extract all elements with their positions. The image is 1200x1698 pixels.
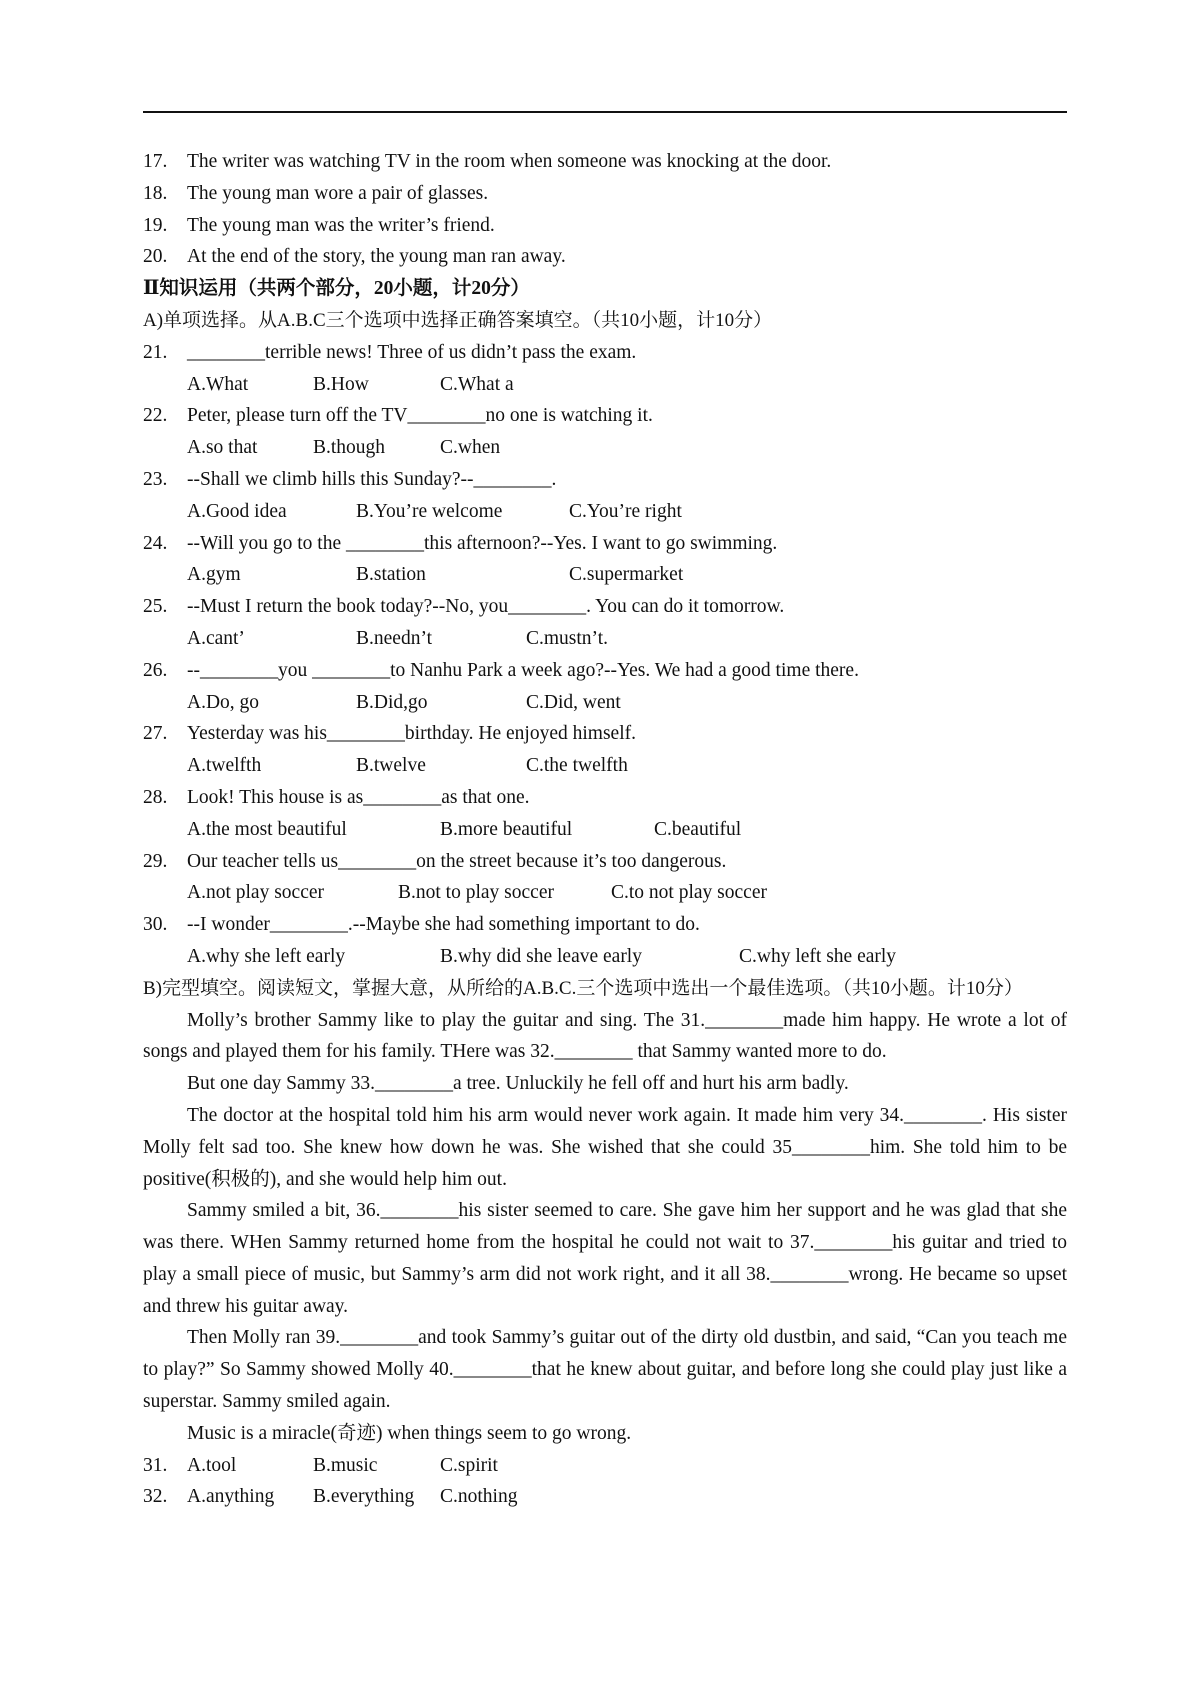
question-number: 25. [143, 596, 168, 618]
statement-list [143, 146, 1067, 273]
option-b: B.twelve [356, 755, 426, 777]
statement-item [143, 178, 1067, 210]
item-number: 17. [143, 151, 168, 172]
question-text: --Must I return the book today?--No, you________. You can do it tomorrow. [187, 596, 785, 618]
option-b: B.though [313, 437, 386, 459]
mcq-item [143, 337, 1067, 401]
question-text: Our teacher tells us________on the street because it’s too dangerous. [187, 850, 727, 872]
mcq-item [143, 909, 1067, 973]
question-number: 31. [143, 1454, 168, 1476]
question-text: --________you ________to Nanhu Park a week ago?--Yes. We had a good time there. [187, 659, 859, 681]
option-b: B.everything [313, 1486, 415, 1508]
option-b: B.not to play soccer [398, 882, 554, 904]
option-c: C.supermarket [569, 564, 684, 586]
option-c: C.nothing [440, 1486, 518, 1508]
question-number: 27. [143, 723, 168, 745]
question-text: Yesterday was his________birthday. He enjoyed himself. [187, 723, 636, 745]
question-text: Peter, please turn off the TV________no one is watching it. [187, 405, 653, 427]
question-number: 21. [143, 341, 168, 363]
option-b: B.station [356, 564, 426, 586]
mcq-item [143, 400, 1067, 464]
option-a: A.Do, go [187, 691, 260, 713]
cloze-option-list [143, 1450, 1067, 1514]
passage-paragraph: Music is a miracle(奇迹) when things seem to go wrong. [187, 1422, 632, 1444]
cloze-passage [143, 1005, 1067, 1450]
question-text: --Shall we climb hills this Sunday?--________. [187, 468, 557, 490]
mcq-list [143, 337, 1067, 973]
option-b: B.why did she leave early [440, 945, 642, 967]
item-number: 20. [143, 246, 168, 268]
mcq-item [143, 655, 1067, 719]
passage-paragraph: The doctor at the hospital told him his arm would never work again. It made him very 34.________. His sister Molly felt sad too. She knew how down he was. She wished that she could 35________him. She told him to be positive(积极的), and she would help him out. [143, 1104, 1067, 1190]
question-text: ________terrible news! Three of us didn’t pass the exam. [187, 341, 637, 363]
option-a: A.not play soccer [187, 882, 324, 904]
mcq-item [143, 782, 1067, 846]
passage-paragraph: Molly’s brother Sammy like to play the guitar and sing. The 31.________made him happy. He wrote a lot of songs and played them for his family. THere was 32.________ that Sammy wanted more to do. [143, 1009, 1067, 1063]
option-c: C.What a [440, 373, 514, 395]
option-c: C.why left she early [739, 945, 897, 967]
option-b: B.more beautiful [440, 818, 573, 840]
option-a: A.the most beautiful [187, 818, 347, 840]
passage-paragraph: But one day Sammy 33.________a tree. Unluckily he fell off and hurt his arm badly. [187, 1073, 849, 1095]
option-b: B.You’re welcome [356, 500, 503, 522]
option-c: C.beautiful [654, 818, 742, 840]
item-text: The writer was watching TV in the room when someone was knocking at the door. [187, 151, 832, 172]
option-b: B.needn’t [356, 627, 433, 649]
mcq-item [143, 528, 1067, 592]
option-c: C.when [440, 437, 501, 459]
question-number: 28. [143, 786, 168, 808]
option-a: A.so that [187, 437, 258, 459]
question-number: 26. [143, 659, 168, 681]
statement-item [143, 146, 1067, 178]
option-b: B.How [313, 373, 369, 395]
option-a: A.cant’ [187, 627, 245, 649]
question-text: --I wonder________.--Maybe she had something important to do. [187, 914, 700, 936]
question-number: 23. [143, 468, 168, 490]
option-c: C.You’re right [569, 500, 682, 522]
question-number: 24. [143, 532, 168, 554]
section-heading: Ⅱ知识运用（共两个部分，20小题，计20分） [143, 278, 530, 300]
option-a: A.Good idea [187, 500, 287, 522]
option-a: A.tool [187, 1454, 237, 1476]
statement-item [143, 210, 1067, 242]
option-a: A.why she left early [187, 945, 346, 967]
option-b: B.Did,go [356, 691, 428, 713]
question-text: Look! This house is as________as that one. [187, 786, 530, 808]
option-c: C.spirit [440, 1454, 498, 1476]
cloze-option-row [143, 1450, 1067, 1482]
item-number: 18. [143, 182, 168, 204]
mcq-item [143, 718, 1067, 782]
document-body [143, 146, 1067, 1513]
option-c: C.Did, went [526, 691, 621, 713]
question-number: 29. [143, 850, 168, 872]
question-number: 30. [143, 914, 168, 936]
mcq-item [143, 464, 1067, 528]
question-number: 22. [143, 405, 168, 427]
item-text: The young man was the writer’s friend. [187, 214, 495, 236]
part-b-instructions: B)完型填空。阅读短文，掌握大意，从所给的A.B.C.三个选项中选出一个最佳选项。（共10小题。计10分） [143, 977, 1023, 999]
item-text: The young man wore a pair of glasses. [187, 182, 489, 204]
option-a: A.gym [187, 564, 241, 586]
header-rule [143, 111, 1067, 113]
option-c: C.the twelfth [526, 755, 628, 777]
passage-paragraph: Then Molly ran 39.________and took Sammy’s guitar out of the dirty old dustbin, and said, “Can you teach me to play?” So Sammy showed Molly 40.________that he knew about guitar, and before long she could play just like a superstar. Sammy smiled again. [143, 1327, 1067, 1413]
part-a-instructions: A)单项选择。从A.B.C三个选项中选择正确答案填空。（共10小题，计10分） [143, 309, 773, 331]
question-number: 32. [143, 1486, 168, 1508]
cloze-option-row [143, 1481, 1067, 1513]
option-a: A.twelfth [187, 755, 262, 777]
passage-paragraph: Sammy smiled a bit, 36.________his sister seemed to care. She gave him her support and he was glad that she was there. WHen Sammy returned home from the hospital he could not wait to 37.________his guitar and tried to play a small piece of music, but Sammy’s arm did not work right, and it all 38.________wrong. He became so upset and threw his guitar away. [143, 1200, 1067, 1317]
item-text: At the end of the story, the young man ran away. [187, 246, 566, 268]
option-c: C.to not play soccer [611, 882, 767, 904]
statement-item [143, 241, 1067, 273]
question-text: --Will you go to the ________this afternoon?--Yes. I want to go swimming. [187, 532, 778, 554]
option-c: C.mustn’t. [526, 627, 608, 649]
option-b: B.music [313, 1454, 378, 1476]
mcq-item [143, 591, 1067, 655]
option-a: A.What [187, 373, 249, 395]
mcq-item [143, 846, 1067, 910]
item-number: 19. [143, 214, 168, 236]
option-a: A.anything [187, 1486, 275, 1508]
